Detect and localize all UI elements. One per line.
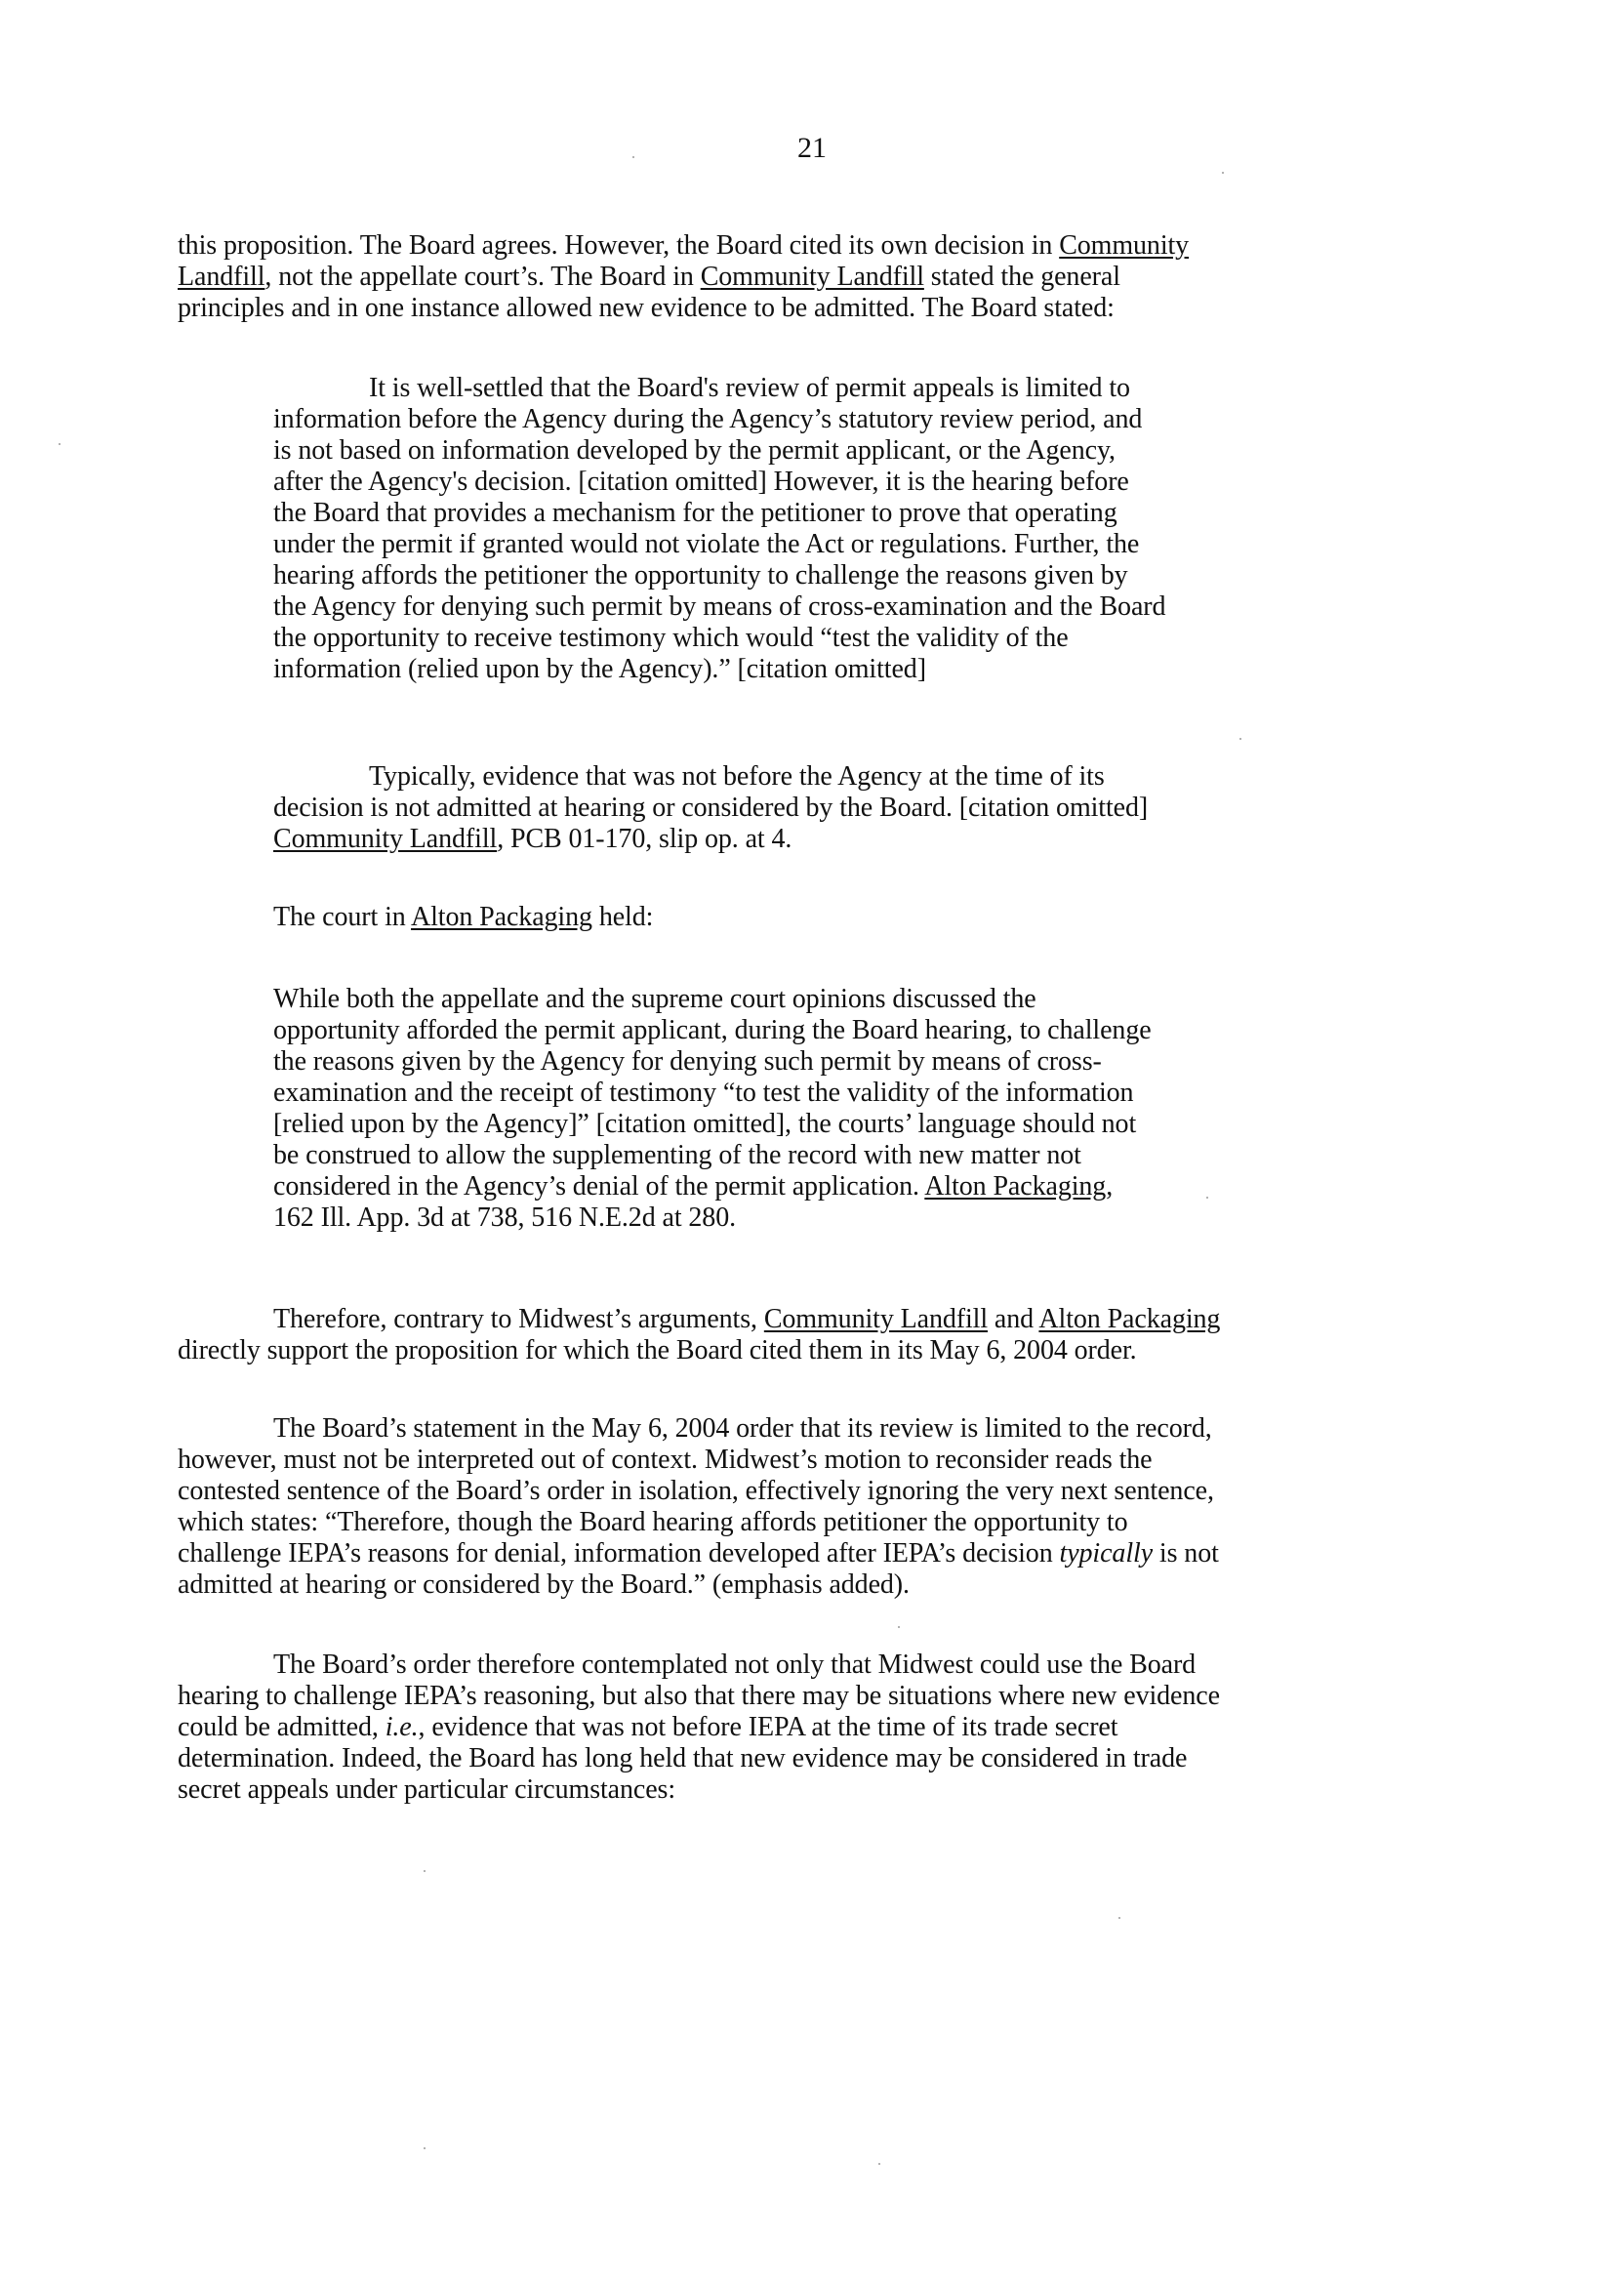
body-line: determination. Indeed, the Board has long held that new evidence may be considered in trade (178, 1743, 1188, 1773)
block-quote-line: information before the Agency during the Agency’s statutory review period, and (273, 404, 1143, 434)
scan-speck (1118, 1917, 1120, 1919)
scan-speck (898, 1626, 900, 1628)
body-line: which states: “Therefore, though the Board hearing affords petitioner the opportunity to (178, 1507, 1128, 1537)
block-quote-line: 162 Ill. App. 3d at 738, 516 N.E.2d at 280. (273, 1202, 736, 1233)
body-line: secret appeals under particular circumstances: (178, 1774, 676, 1805)
block-quote-line: be construed to allow the supplementing of the record with new matter not (273, 1140, 1081, 1170)
body-line: directly support the proposition for which the Board cited them in its May 6, 2004 order. (178, 1335, 1137, 1365)
scan-speck (424, 2147, 426, 2149)
block-quote-line: is not based on information developed by the permit applicant, or the Agency, (273, 435, 1116, 466)
block-quote-line: under the permit if granted would not violate the Act or regulations. Further, the (273, 529, 1140, 559)
body-line: The Board’s order therefore contemplated not only that Midwest could use the Board (273, 1650, 1197, 1680)
scan-speck (1206, 1197, 1208, 1199)
block-quote-line: Typically, evidence that was not before the Agency at the time of its (369, 761, 1105, 792)
block-quote-line: considered in the Agency’s denial of the permit application. Alton Packaging, (273, 1171, 1114, 1202)
body-line: The court in Alton Packaging held: (273, 902, 654, 932)
scan-speck (424, 1870, 426, 1872)
emphasis-ie: i.e. (385, 1712, 419, 1742)
body-line: The Board’s statement in the May 6, 2004 order that its review is limited to the record, (273, 1413, 1212, 1444)
case-citation-community-landfill: Landfill (178, 262, 265, 292)
block-quote-line: the Agency for denying such permit by means of cross-examination and the Board (273, 591, 1166, 622)
case-citation-community-landfill: Community Landfill (700, 262, 924, 292)
case-citation-community-landfill: Community (1059, 230, 1190, 261)
emphasis-typically: typically (1059, 1538, 1154, 1569)
scan-speck (1222, 172, 1224, 174)
block-quote-line: It is well-settled that the Board's review of permit appeals is limited to (369, 373, 1130, 403)
scan-speck (632, 156, 634, 158)
case-citation-community-landfill: Community Landfill (273, 824, 498, 854)
body-line: principles and in one instance allowed new evidence to be admitted. The Board stated: (178, 293, 1115, 323)
block-quote-line: information (relied upon by the Agency).” [citation omitted] (273, 654, 926, 684)
body-line: could be admitted, i.e., evidence that was not before IEPA at the time of its trade secret (178, 1712, 1118, 1742)
case-citation-community-landfill: Community Landfill (763, 1304, 989, 1334)
case-citation-alton-packaging: Alton Packaging (411, 902, 592, 932)
body-line: challenge IEPA’s reasons for denial, information developed after IEPA’s decision typically is not (178, 1538, 1219, 1569)
block-quote-line: hearing affords the petitioner the opportunity to challenge the reasons given by (273, 560, 1128, 591)
block-quote-line: the opportunity to receive testimony which would “test the validity of the (273, 623, 1069, 653)
body-line: contested sentence of the Board’s order in isolation, effectively ignoring the very next sentence, (178, 1476, 1214, 1506)
case-citation-alton-packaging: Alton Packaging (1038, 1304, 1221, 1334)
body-line: this proposition. The Board agrees. However, the Board cited its own decision in Community (178, 230, 1190, 261)
block-quote-line: the reasons given by the Agency for denying such permit by means of cross- (273, 1046, 1102, 1077)
block-quote-line: examination and the receipt of testimony “to test the validity of the information (273, 1078, 1134, 1108)
body-line: Landfill, not the appellate court’s. The Board in Community Landfill stated the general (178, 262, 1120, 292)
page-number: 21 (797, 132, 827, 164)
block-quote-line: While both the appellate and the supreme court opinions discussed the (273, 984, 1036, 1014)
body-line: Therefore, contrary to Midwest’s arguments, Community Landfill and Alton Packaging (273, 1304, 1221, 1334)
scan-speck (878, 2163, 880, 2165)
block-quote-line: [relied upon by the Agency]” [citation omitted], the courts’ language should not (273, 1109, 1137, 1139)
body-line: hearing to challenge IEPA’s reasoning, but also that there may be situations where new evidence (178, 1681, 1220, 1711)
block-quote-line: decision is not admitted at hearing or considered by the Board. [citation omitted] (273, 793, 1149, 823)
scan-speck (1239, 738, 1241, 740)
case-citation-alton-packaging: Alton Packaging (924, 1171, 1107, 1202)
block-quote-line: opportunity afforded the permit applicant, during the Board hearing, to challenge (273, 1015, 1152, 1045)
body-line: admitted at hearing or considered by the Board.” (emphasis added). (178, 1569, 910, 1600)
scan-speck (59, 443, 61, 445)
block-quote-line: after the Agency's decision. [citation omitted] However, it is the hearing before (273, 467, 1129, 497)
block-quote-line: Community Landfill, PCB 01-170, slip op. at 4. (273, 824, 792, 854)
body-line: however, must not be interpreted out of context. Midwest’s motion to reconsider reads the (178, 1445, 1153, 1475)
block-quote-line: the Board that provides a mechanism for the petitioner to prove that operating (273, 498, 1117, 528)
